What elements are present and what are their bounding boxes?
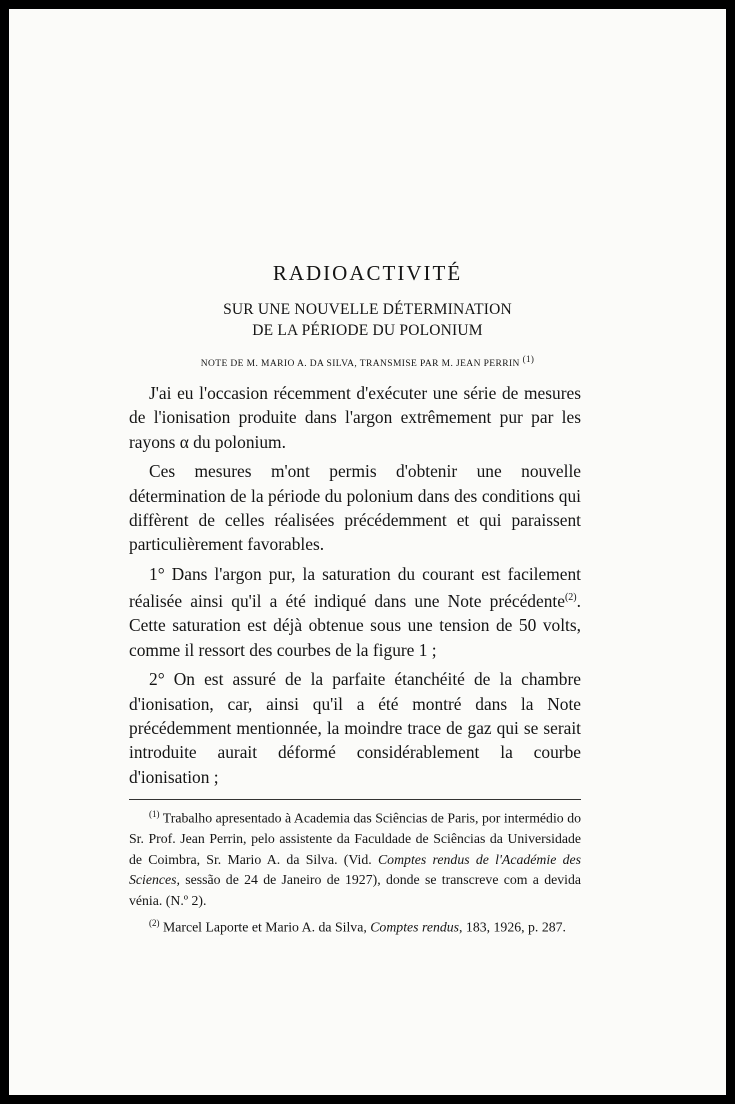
article-body bbox=[129, 381, 581, 789]
subtitle-line-2: DE LA PÉRIODE DU POLONIUM bbox=[252, 322, 483, 339]
footnote-1-italic: Comptes rendus de l'Académie des Sciences, bbox=[129, 851, 581, 888]
paragraph-3 bbox=[129, 562, 581, 662]
author-byline bbox=[9, 354, 726, 369]
footnote-divider bbox=[129, 799, 581, 800]
article-subtitle bbox=[9, 299, 726, 341]
paragraph-4: 2° On est assuré de la parfaite étanchéité de la chambre d'ionisation, car, ainsi qu'il a été montré dans la Note précédemment mentionnée, la moindre trace de gaz qui se serait introduite aurait déformé considérablement la courbe d'ionisation ; bbox=[129, 669, 581, 787]
document-page bbox=[9, 9, 726, 1095]
footnote-1-mark: (1) bbox=[149, 809, 160, 819]
subtitle-line-1: SUR UNE NOUVELLE DÉTERMINATION bbox=[223, 301, 512, 318]
footnote-1-text-b: sessão de 24 de Janeiro de 1927), donde se transcreve com a devida vénia. (N.º 2). bbox=[129, 872, 581, 908]
footnote-2 bbox=[129, 913, 581, 938]
footnote-ref-1: (1) bbox=[522, 354, 535, 364]
bleed-through-text bbox=[144, 131, 564, 147]
footnote-2-mark: (2) bbox=[149, 918, 160, 929]
footnote-2-text-a: Marcel Laporte et Mario A. da Silva, bbox=[162, 919, 371, 935]
paragraph-3-text-b: . Cette saturation est déjà obtenue sous une tension de 50 volts, comme il ressort des courbes de la figure 1 ; bbox=[129, 591, 581, 660]
byline-text: NOTE DE M. MARIO A. DA SILVA, TRANSMISE PAR M. JEAN PERRIN bbox=[200, 359, 520, 370]
paragraph-1: J'ai eu l'occasion récemment d'exécuter une série de mesures de l'ionisation produite dans l'argon extrêmement pur par les rayons α du polonium. bbox=[129, 383, 581, 452]
paragraph-3-text-a: 1° Dans l'argon pur, la saturation du courant est facilement réalisée ainsi qu'il a été indiqué dans une Note précédente bbox=[129, 563, 581, 612]
footnote-ref-2: (2) bbox=[564, 592, 577, 604]
section-title: RADIOACTIVITÉ bbox=[272, 261, 463, 285]
footnote-1 bbox=[129, 804, 581, 911]
footnote-1-text-a: Trabalho apresentado à Academia das Sciências de Paris, por intermédio do Sr. Prof. Jean Perrin, pelo assistente da Faculdade de Sciências da Universidade de Coimbra, Sr. Mario A. da Silva. (Vid. bbox=[129, 810, 581, 867]
footnote-2-text-b: , 183, 1926, p. 287. bbox=[459, 919, 566, 935]
footnotes bbox=[129, 804, 581, 938]
paragraph-2: Ces mesures m'ont permis d'obtenir une nouvelle détermination de la période du polonium dans des conditions qui diffèrent de celles réalisées précédemment et qui paraissent particulièrement favorables. bbox=[129, 461, 581, 555]
footnote-2-italic: Comptes rendus bbox=[370, 919, 460, 935]
